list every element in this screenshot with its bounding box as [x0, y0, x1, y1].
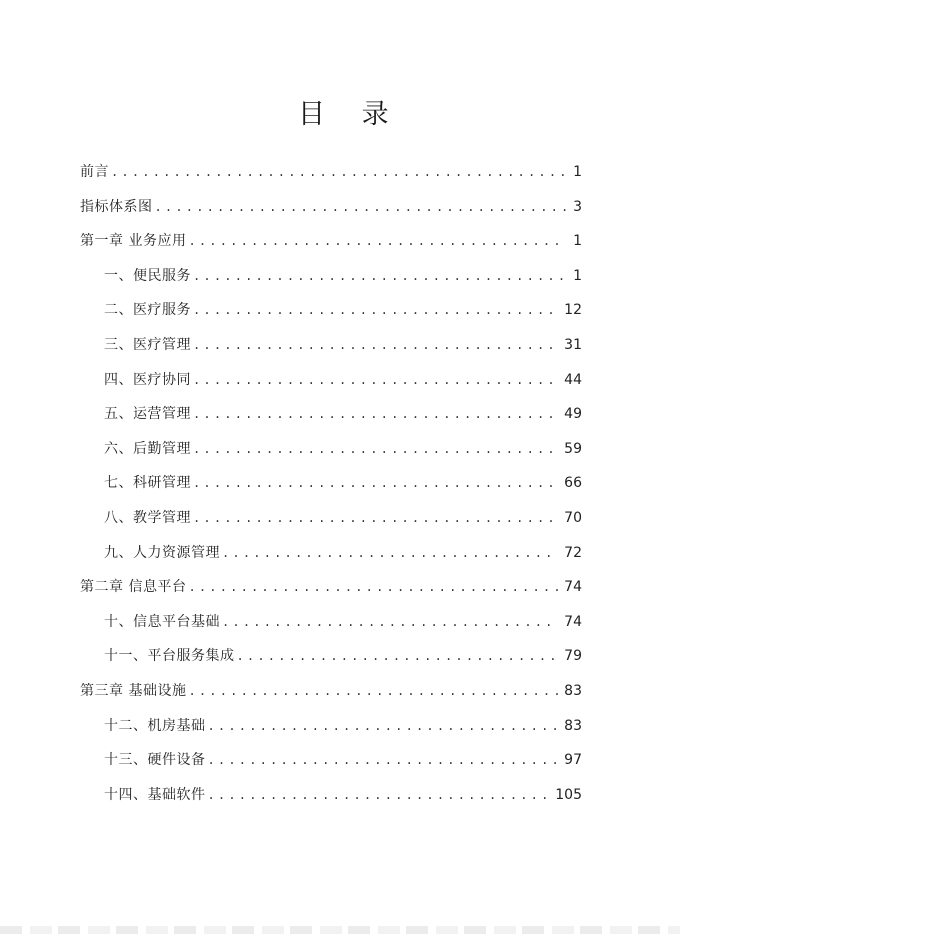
toc-entry-page-number: 31 [564, 336, 582, 353]
dot-leader [193, 296, 558, 324]
toc-entry-section-13[interactable] [80, 746, 582, 781]
toc-title: 目 录 [298, 99, 403, 130]
toc-entry-page-number: 72 [564, 544, 582, 561]
toc-entry-chapter-3[interactable] [80, 677, 582, 712]
toc-entry-page-number: 83 [564, 682, 582, 699]
toc-entry-chapter-2[interactable] [80, 573, 582, 608]
toc-entry-page-number: 70 [564, 509, 582, 526]
toc-entry-page-number: 1 [573, 267, 582, 284]
toc-entry-label: 第三章 基础设施 [80, 682, 187, 699]
toc-entry-label: 三、医疗管理 [104, 336, 191, 353]
toc-entry-section-2[interactable] [80, 296, 582, 331]
table-of-contents [80, 158, 582, 815]
toc-entry-page-number: 105 [555, 786, 582, 803]
dot-leader [193, 504, 558, 532]
toc-entry-section-8[interactable] [80, 504, 582, 539]
toc-entry-section-10[interactable] [80, 608, 582, 643]
toc-entry-page-number: 1 [573, 233, 582, 250]
toc-entry-section-12[interactable] [80, 712, 582, 747]
toc-entry-page-number: 44 [564, 371, 582, 388]
toc-entry-page-number: 74 [564, 579, 582, 596]
toc-entry-section-14[interactable] [80, 781, 582, 816]
dot-leader [155, 193, 567, 221]
dot-leader [222, 539, 558, 567]
toc-entry-label: 六、后勤管理 [104, 440, 191, 457]
toc-entry-label: 四、医疗协同 [104, 371, 191, 388]
dot-leader [188, 573, 558, 601]
dot-leader [208, 712, 559, 740]
toc-entry-section-11[interactable] [80, 642, 582, 677]
dot-leader [208, 746, 559, 774]
toc-entry-page-number: 83 [564, 717, 582, 734]
toc-entry-label: 一、便民服务 [104, 267, 191, 284]
toc-entry-section-9[interactable] [80, 539, 582, 574]
toc-entry-label: 八、教学管理 [104, 509, 191, 526]
toc-entry-label: 九、人力资源管理 [104, 544, 220, 561]
toc-entry-label: 五、运营管理 [104, 406, 191, 423]
toc-entry-label: 第一章 业务应用 [80, 233, 187, 250]
toc-entry-page-number: 3 [573, 198, 582, 215]
toc-entry-page-number: 59 [564, 440, 582, 457]
toc-entry-label: 前言 [80, 164, 109, 180]
toc-entry-page-number: 79 [564, 648, 582, 665]
dot-leader [188, 677, 558, 705]
toc-entry-label: 指标体系图 [80, 198, 153, 215]
toc-entry-chapter-1[interactable] [80, 227, 582, 262]
toc-entry-page-number: 1 [573, 164, 582, 180]
toc-entry-page-number: 49 [564, 406, 582, 423]
toc-entry-page-number: 97 [564, 752, 582, 769]
toc-entry-label: 二、医疗服务 [104, 302, 191, 319]
dot-leader [193, 400, 558, 428]
dot-leader [222, 608, 558, 636]
dot-leader [193, 331, 558, 359]
dot-leader [193, 262, 566, 290]
toc-entry-section-6[interactable] [80, 435, 582, 470]
toc-entry-section-1[interactable] [80, 262, 582, 297]
toc-entry-section-5[interactable] [80, 400, 582, 435]
toc-entry-page-number: 12 [564, 302, 582, 319]
toc-entry-page-number: 66 [564, 475, 582, 492]
toc-entry-section-3[interactable] [80, 331, 582, 366]
dot-leader [193, 469, 558, 497]
dot-leader [193, 435, 558, 463]
toc-entry-section-7[interactable] [80, 469, 582, 504]
dot-leader [208, 781, 550, 809]
dot-leader [188, 227, 566, 255]
toc-entry-label: 七、科研管理 [104, 475, 191, 492]
toc-entry-label: 十四、基础软件 [104, 786, 206, 803]
toc-entry-section-4[interactable] [80, 366, 582, 401]
toc-entry-label: 十一、平台服务集成 [104, 648, 235, 665]
dot-leader [237, 642, 559, 670]
toc-entry-label: 十、信息平台基础 [104, 613, 220, 630]
toc-entry-label: 十三、硬件设备 [104, 752, 206, 769]
dot-leader [111, 158, 566, 186]
toc-entry-indicator-system-diagram[interactable] [80, 193, 582, 228]
toc-entry-preface[interactable] [80, 158, 582, 193]
toc-entry-label: 十二、机房基础 [104, 717, 206, 734]
toc-entry-label: 第二章 信息平台 [80, 579, 187, 596]
toc-entry-page-number: 74 [564, 613, 582, 630]
dot-leader [193, 366, 558, 394]
page-bottom-edge [0, 926, 680, 934]
